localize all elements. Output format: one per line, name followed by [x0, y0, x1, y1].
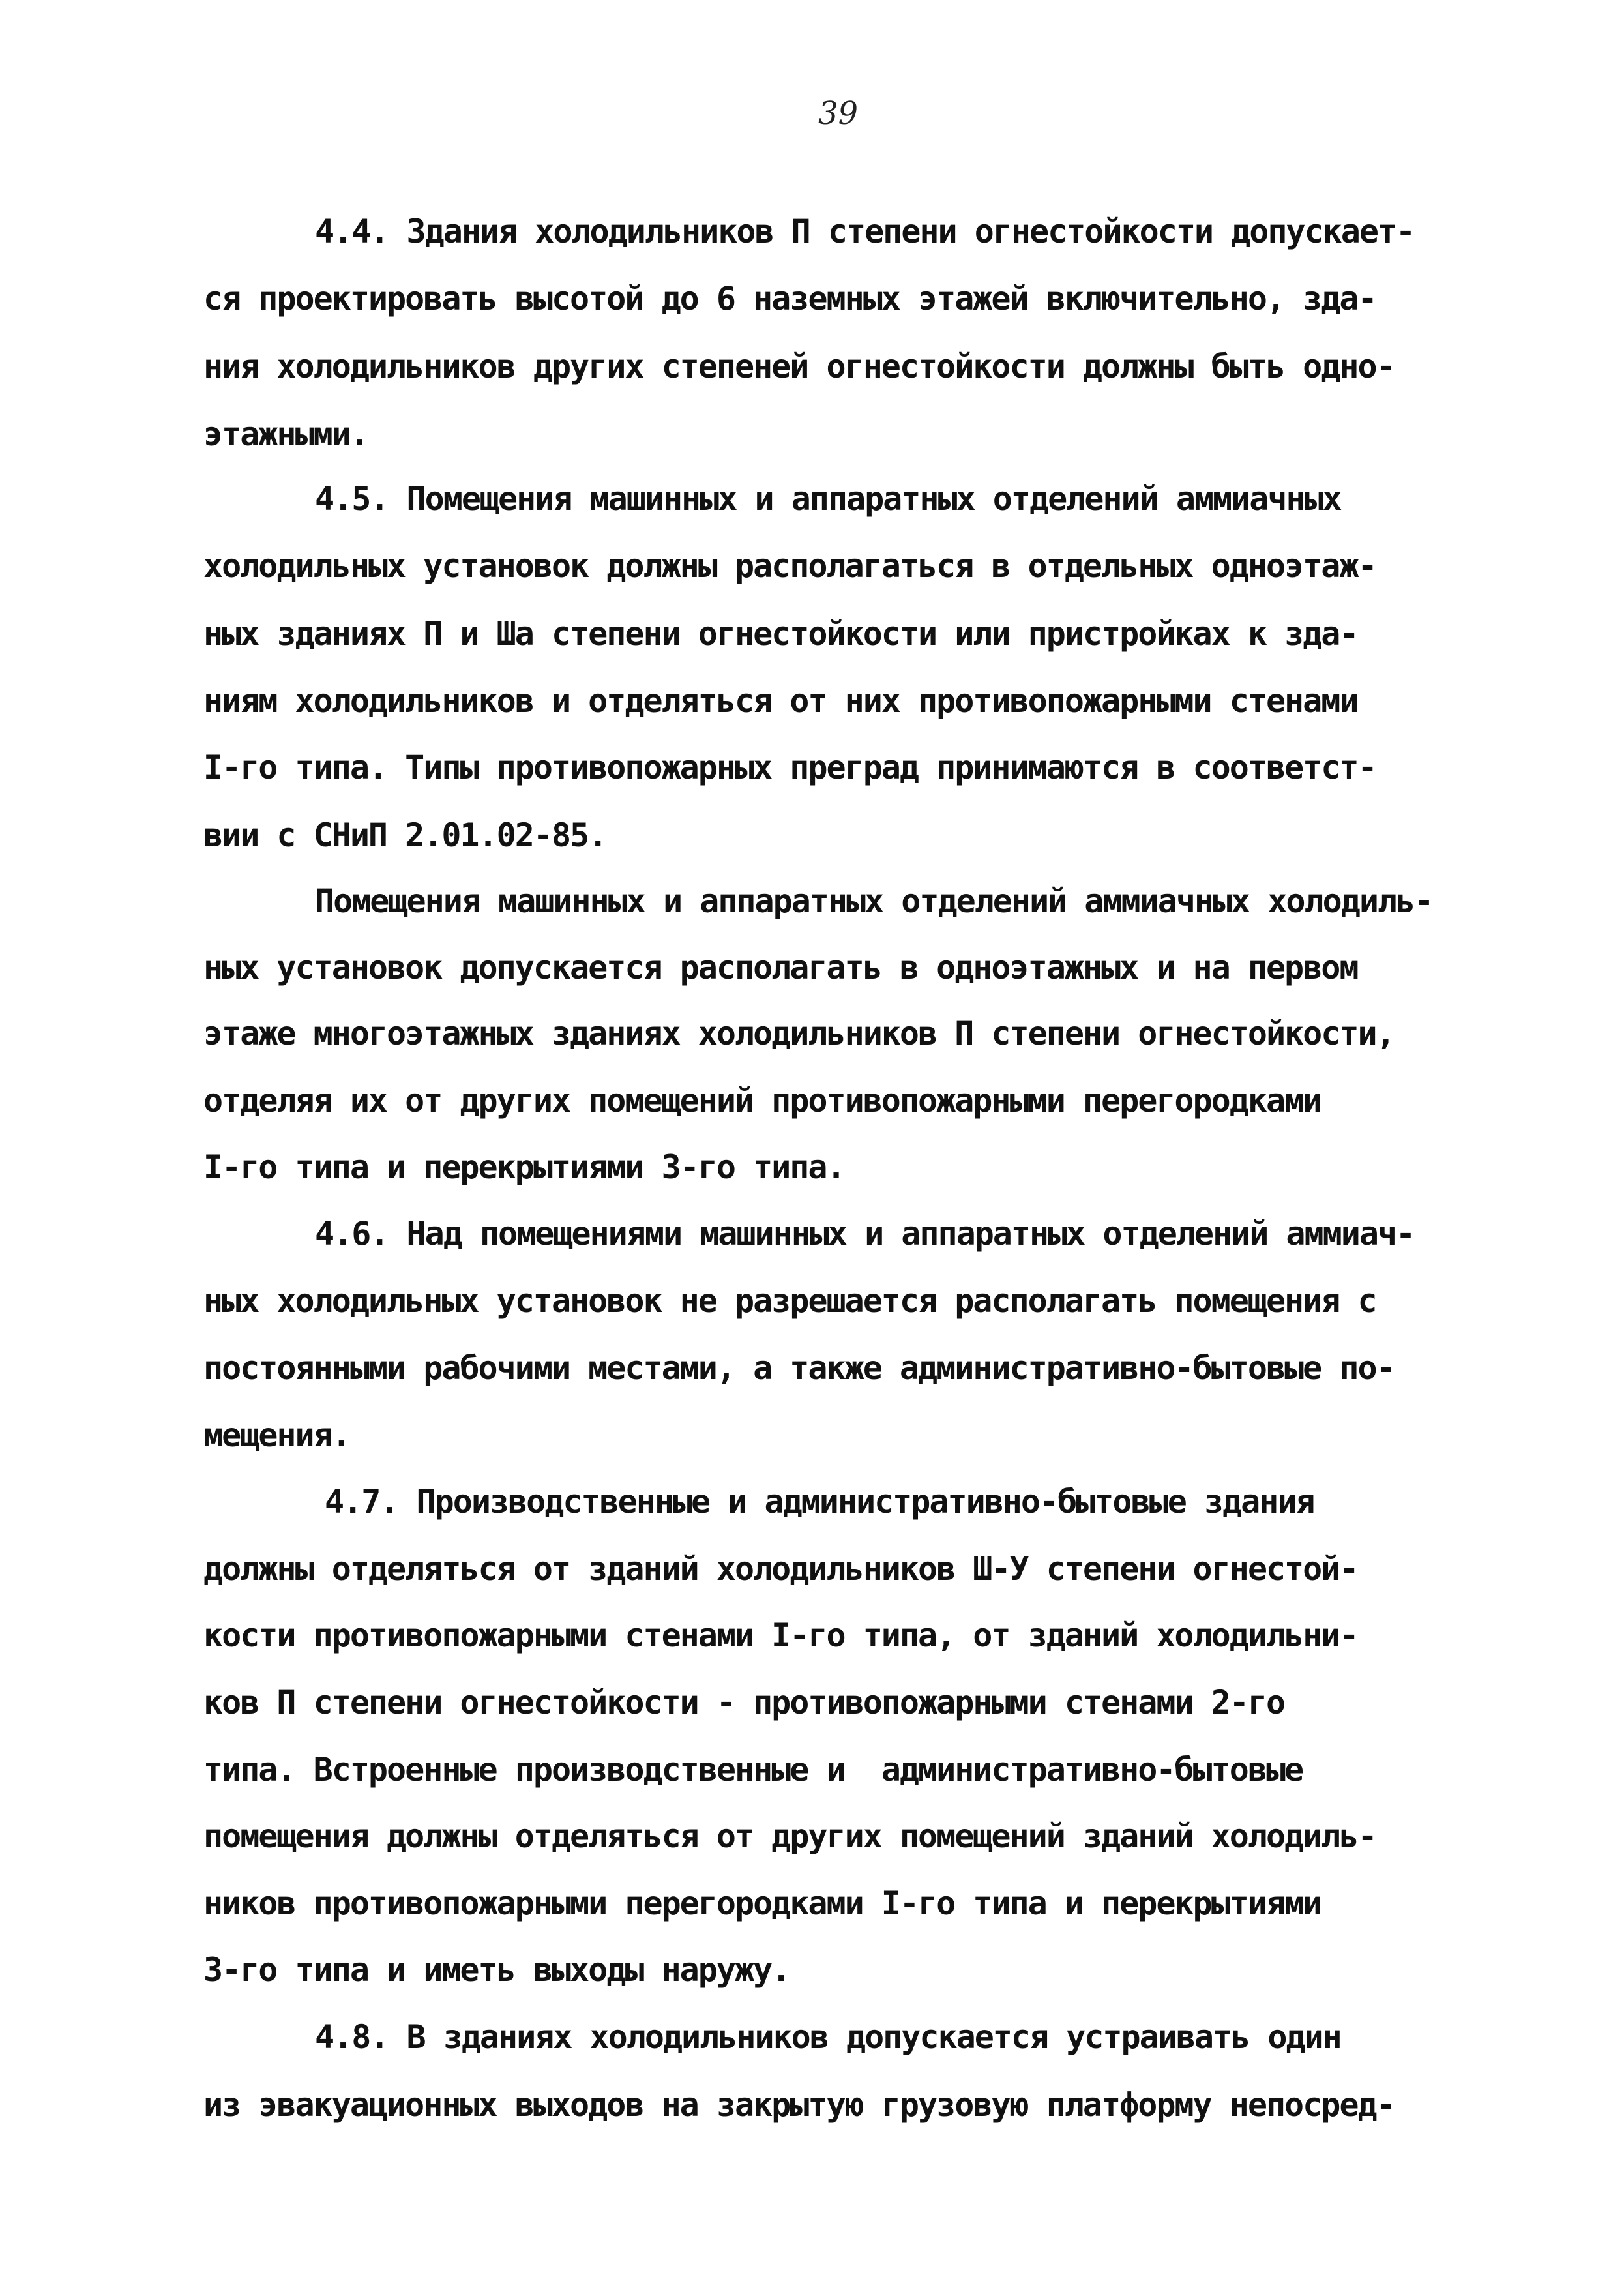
text-line: ния холодильников других степеней огнестойкости должны быть одно- — [203, 348, 1395, 385]
text-line: ся проектировать высотой до 6 наземных этажей включительно, зда- — [203, 280, 1376, 318]
text-line: типа. Встроенные производственные и административно-бытовые — [203, 1751, 1303, 1789]
text-line: ных установок допускается располагать в одноэтажных и на первом — [203, 949, 1358, 987]
text-line: ных холодильных установок не разрешается располагать помещения с — [203, 1282, 1376, 1320]
text-line: 4.7. Производственные и административно-бытовые здания — [325, 1483, 1314, 1521]
text-line: 3-го типа и иметь выходы наружу. — [203, 1951, 790, 1989]
text-line: ных зданиях П и Ша степени огнестойкости или пристройках к зда- — [203, 615, 1358, 653]
text-line: холодильных установок должны располагаться в отдельных одноэтаж- — [203, 547, 1376, 585]
text-line: мещения. — [203, 1416, 350, 1454]
text-line: постоянными рабочими местами, а также административно-бытовые по- — [203, 1349, 1395, 1387]
text-line: должны отделяться от зданий холодильников Ш-У степени огнестой- — [203, 1550, 1358, 1588]
text-line: вии с СНиП 2.01.02-85. — [203, 816, 607, 854]
text-line: Помещения машинных и аппаратных отделений аммиачных холодиль- — [315, 882, 1433, 920]
text-line: 4.8. В зданиях холодильников допускается устраивать один — [315, 2018, 1341, 2056]
text-line: 4.6. Над помещениями машинных и аппаратных отделений аммиач- — [315, 1215, 1415, 1253]
text-line: ков П степени огнестойкости - противопожарными стенами 2-го — [203, 1684, 1285, 1721]
text-line: 4.5. Помещения машинных и аппаратных отделений аммиачных — [315, 480, 1341, 518]
text-line: этаже многоэтажных зданиях холодильников П степени огнестойкости, — [203, 1015, 1395, 1052]
text-line: этажными. — [203, 415, 368, 453]
text-line: I-го типа. Типы противопожарных преград принимаются в соответст- — [203, 749, 1376, 786]
text-line: из эвакуационных выходов на закрытую грузовую платформу непосред- — [203, 2086, 1395, 2124]
text-line: 4.4. Здания холодильников П степени огнестойкости допускает- — [315, 213, 1415, 250]
text-line: помещения должны отделяться от других помещений зданий холодиль- — [203, 1817, 1376, 1855]
text-line: I-го типа и перекрытиями 3-го типа. — [203, 1148, 845, 1186]
text-line: ниям холодильников и отделяться от них противопожарными стенами — [203, 682, 1358, 720]
text-line: ников противопожарными перегородками I-го типа и перекрытиями — [203, 1884, 1321, 1922]
text-line: отделяя их от других помещений противопожарными перегородками — [203, 1082, 1321, 1120]
text-line: кости противопожарными стенами I-го типа, от зданий холодильни- — [203, 1616, 1358, 1654]
page-number: 39 — [818, 95, 859, 132]
